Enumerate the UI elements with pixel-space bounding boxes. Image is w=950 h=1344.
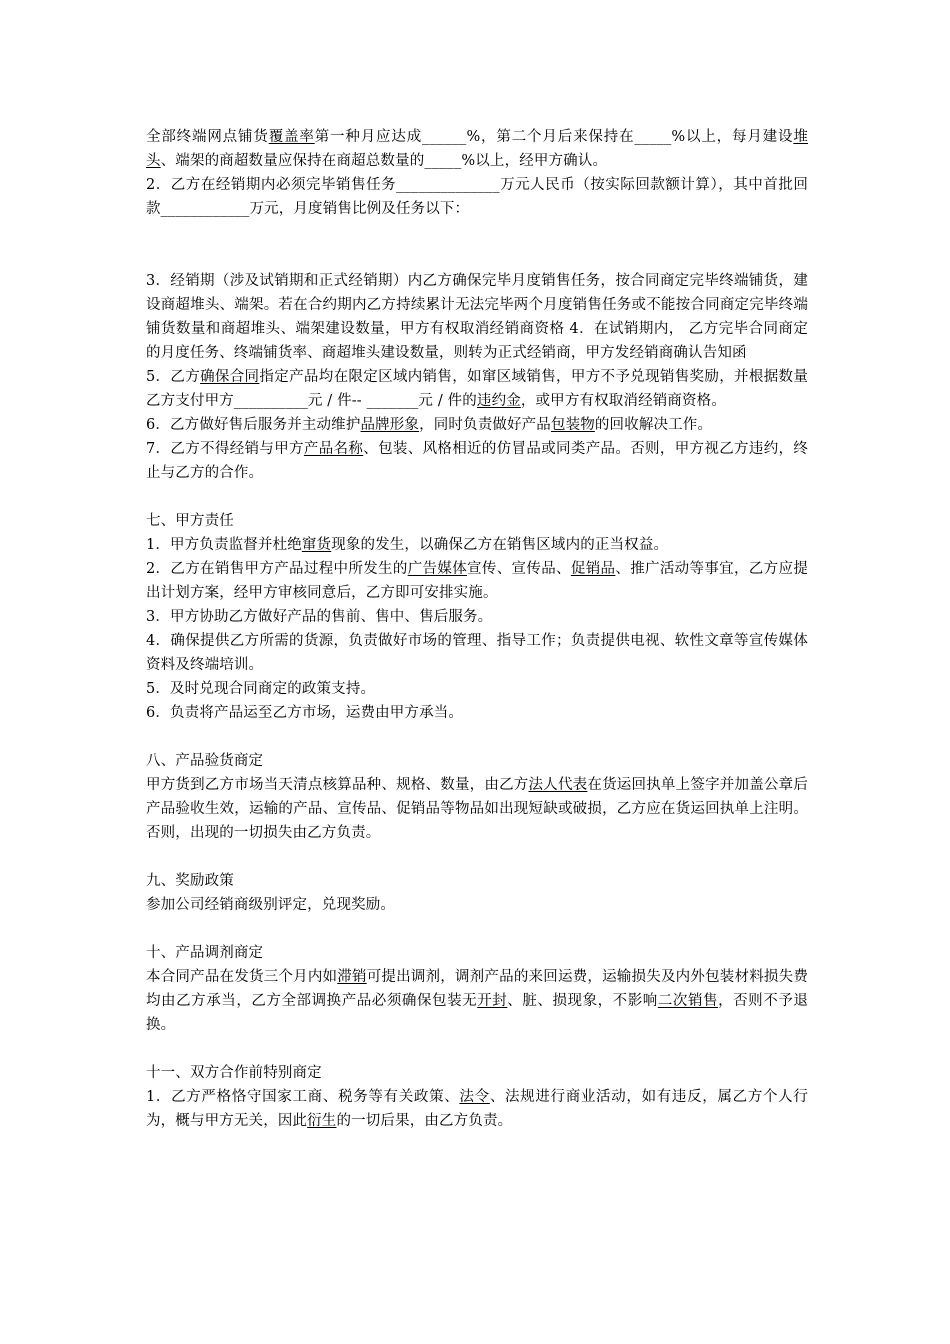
document-body (146, 125, 808, 1133)
paragraph-spacer (146, 485, 808, 509)
text-run: 可提出调剂，调剂产品的来回运费，运输损失及内外包装材料损失费均由乙方承当，乙方全部调换产品必须确保包装无 (146, 969, 809, 1009)
text-run: 5．及时兑现合同商定的政策支持。 (146, 681, 376, 697)
text-run: 、法规进行商业活动，如有违反，属乙方个人行为，概与甲方无关，因此 (146, 1089, 808, 1129)
text-run: 第一种月应达成______%，第二个月后来保持在_____%以上，每月建设 (314, 129, 794, 145)
paragraph (146, 893, 808, 917)
underlined-term: 产品名称 (303, 441, 364, 457)
paragraph (146, 629, 808, 677)
paragraph (146, 173, 808, 221)
underlined-term: 滞销 (337, 969, 367, 985)
underlined-term: 法令 (459, 1089, 490, 1105)
text-run: ，否则不予退换。 (146, 993, 808, 1033)
paragraph (146, 605, 808, 629)
text-run: 本合同产品在发货三个月内如 (146, 969, 338, 985)
underlined-term: 确保合同 (200, 369, 260, 385)
underlined-term: 开封 (477, 993, 508, 1009)
paragraph-spacer (146, 1037, 808, 1061)
text-run: 2．乙方在销售甲方产品过程中所发生的 (146, 561, 408, 577)
text-run: 十、产品调剂商定 (146, 945, 264, 961)
underlined-term: 覆盖率 (268, 129, 315, 145)
text-run: 1．甲方负责监督并杜绝 (146, 537, 302, 553)
text-run: 、推广活动等事宜，乙方应提出计划方案，经甲方审核同意后，乙方即可安排实施。 (146, 561, 808, 601)
underlined-term: 广告媒体 (407, 561, 468, 577)
text-run: ，同时负责做好产品 (419, 417, 551, 433)
paragraph (146, 869, 808, 893)
text-run: 3．经销期（涉及试销期和正式经销期）内乙方确保完毕月度销售任务，按合同商定完毕终端铺货，建设商超堆头、端架。若在合约期内乙方持续累计无法完毕两个月度销售任务或不能按合同商定完毕终端铺货数量和商超堆头、端架建设数量，甲方有权取消经销商资格 4．在试销期内， 乙方完毕合同商定的月度任务、终端铺货率、商超堆头建设数量，则转为正式经销商，甲方发经销商确认告知函 (146, 273, 808, 361)
underlined-term: 促销品 (570, 561, 616, 577)
text-run: 、包装、风格相近的仿冒品或同类产品。否则，甲方视乙方违约，终止与乙方的合作。 (146, 441, 809, 481)
underlined-term: 品牌形象 (360, 417, 420, 433)
text-run: 6．乙方做好售后服务并主动维护 (146, 417, 361, 433)
text-run: 指定产品均在限定区域内销售，如窜区域销售，甲方不予兑现销售奖励，并根据数量乙方支付甲方__________元 / 件-- _______元 / 件的 (146, 369, 809, 409)
paragraph-spacer (146, 917, 808, 941)
underlined-term: 包装物 (550, 417, 595, 433)
text-run: 、脏、损现象，不影响 (507, 993, 658, 1009)
underlined-term: 堆头 (146, 129, 809, 169)
text-run: 宣传、宣传品、 (467, 561, 571, 577)
paragraph (146, 1061, 808, 1085)
text-run: 九、奖励政策 (146, 873, 234, 889)
paragraph (146, 941, 808, 965)
paragraph (146, 965, 808, 1037)
text-run: ，或甲方有权取消经销商资格。 (520, 393, 726, 409)
paragraph (146, 413, 808, 437)
paragraph (146, 365, 808, 413)
paragraph (146, 125, 808, 173)
text-run: 参加公司经销商级别评定，兑现奖励。 (146, 897, 396, 913)
text-run: 七、甲方责任 (146, 513, 234, 529)
paragraph (146, 509, 808, 533)
text-run: 7．乙方不得经销与甲方 (146, 441, 304, 457)
text-run: 5．乙方 (146, 369, 201, 385)
text-run: 、端架的商超数量应保持在商超总数量的_____%以上，经甲方确认。 (160, 153, 608, 169)
paragraph-spacer (146, 221, 808, 269)
text-run: 3．甲方协助乙方做好产品的售前、售中、售后服务。 (146, 609, 493, 625)
paragraph (146, 269, 808, 365)
text-run: 十一、双方合作前特别商定 (146, 1065, 322, 1081)
paragraph (146, 533, 808, 557)
underlined-term: 违约金 (476, 393, 521, 409)
paragraph (146, 701, 808, 725)
underlined-term: 法人代表 (528, 777, 588, 793)
text-run: 在货运回执单上签字并加盖公章后产品验收生效，运输的产品、宣传品、促销品等物品如出现短缺或破损，乙方应在货运回执单上注明。否则，出现的一切损失由乙方负责。 (146, 777, 808, 841)
text-run: 2．乙方在经销期内必须完毕销售任务______________万元人民币（按实际回款额计算），其中首批回款____________万元，月度销售比例及任务以下： (146, 177, 808, 217)
paragraph (146, 773, 808, 845)
text-run: 全部终端网点铺货 (146, 129, 269, 145)
paragraph (146, 749, 808, 773)
text-run: 的回收解决工作。 (594, 417, 713, 433)
paragraph (146, 437, 808, 485)
text-run: 八、产品验货商定 (146, 753, 264, 769)
paragraph (146, 1085, 808, 1133)
text-run: 的一切后果，由乙方负责。 (336, 1113, 513, 1129)
underlined-term: 窜货 (301, 537, 332, 553)
paragraph (146, 677, 808, 701)
paragraph (146, 557, 808, 605)
text-run: 1．乙方严格恪守国家工商、税务等有关政策、 (146, 1089, 460, 1105)
underlined-term: 二次销售 (657, 993, 719, 1009)
paragraph-spacer (146, 725, 808, 749)
text-run: 甲方货到乙方市场当天清点核算品种、规格、数量，由乙方 (146, 777, 529, 793)
text-run: 6．负责将产品运至乙方市场，运费由甲方承当。 (146, 705, 464, 721)
text-run: 现象的发生，以确保乙方在销售区域内的正当权益。 (331, 537, 669, 553)
underlined-term: 衍生 (307, 1113, 337, 1129)
text-run: 4．确保提供乙方所需的货源，负责做好市场的管理、指导工作；负责提供电视、软性文章等宣传媒体资料及终端培训。 (146, 633, 808, 673)
paragraph-spacer (146, 845, 808, 869)
